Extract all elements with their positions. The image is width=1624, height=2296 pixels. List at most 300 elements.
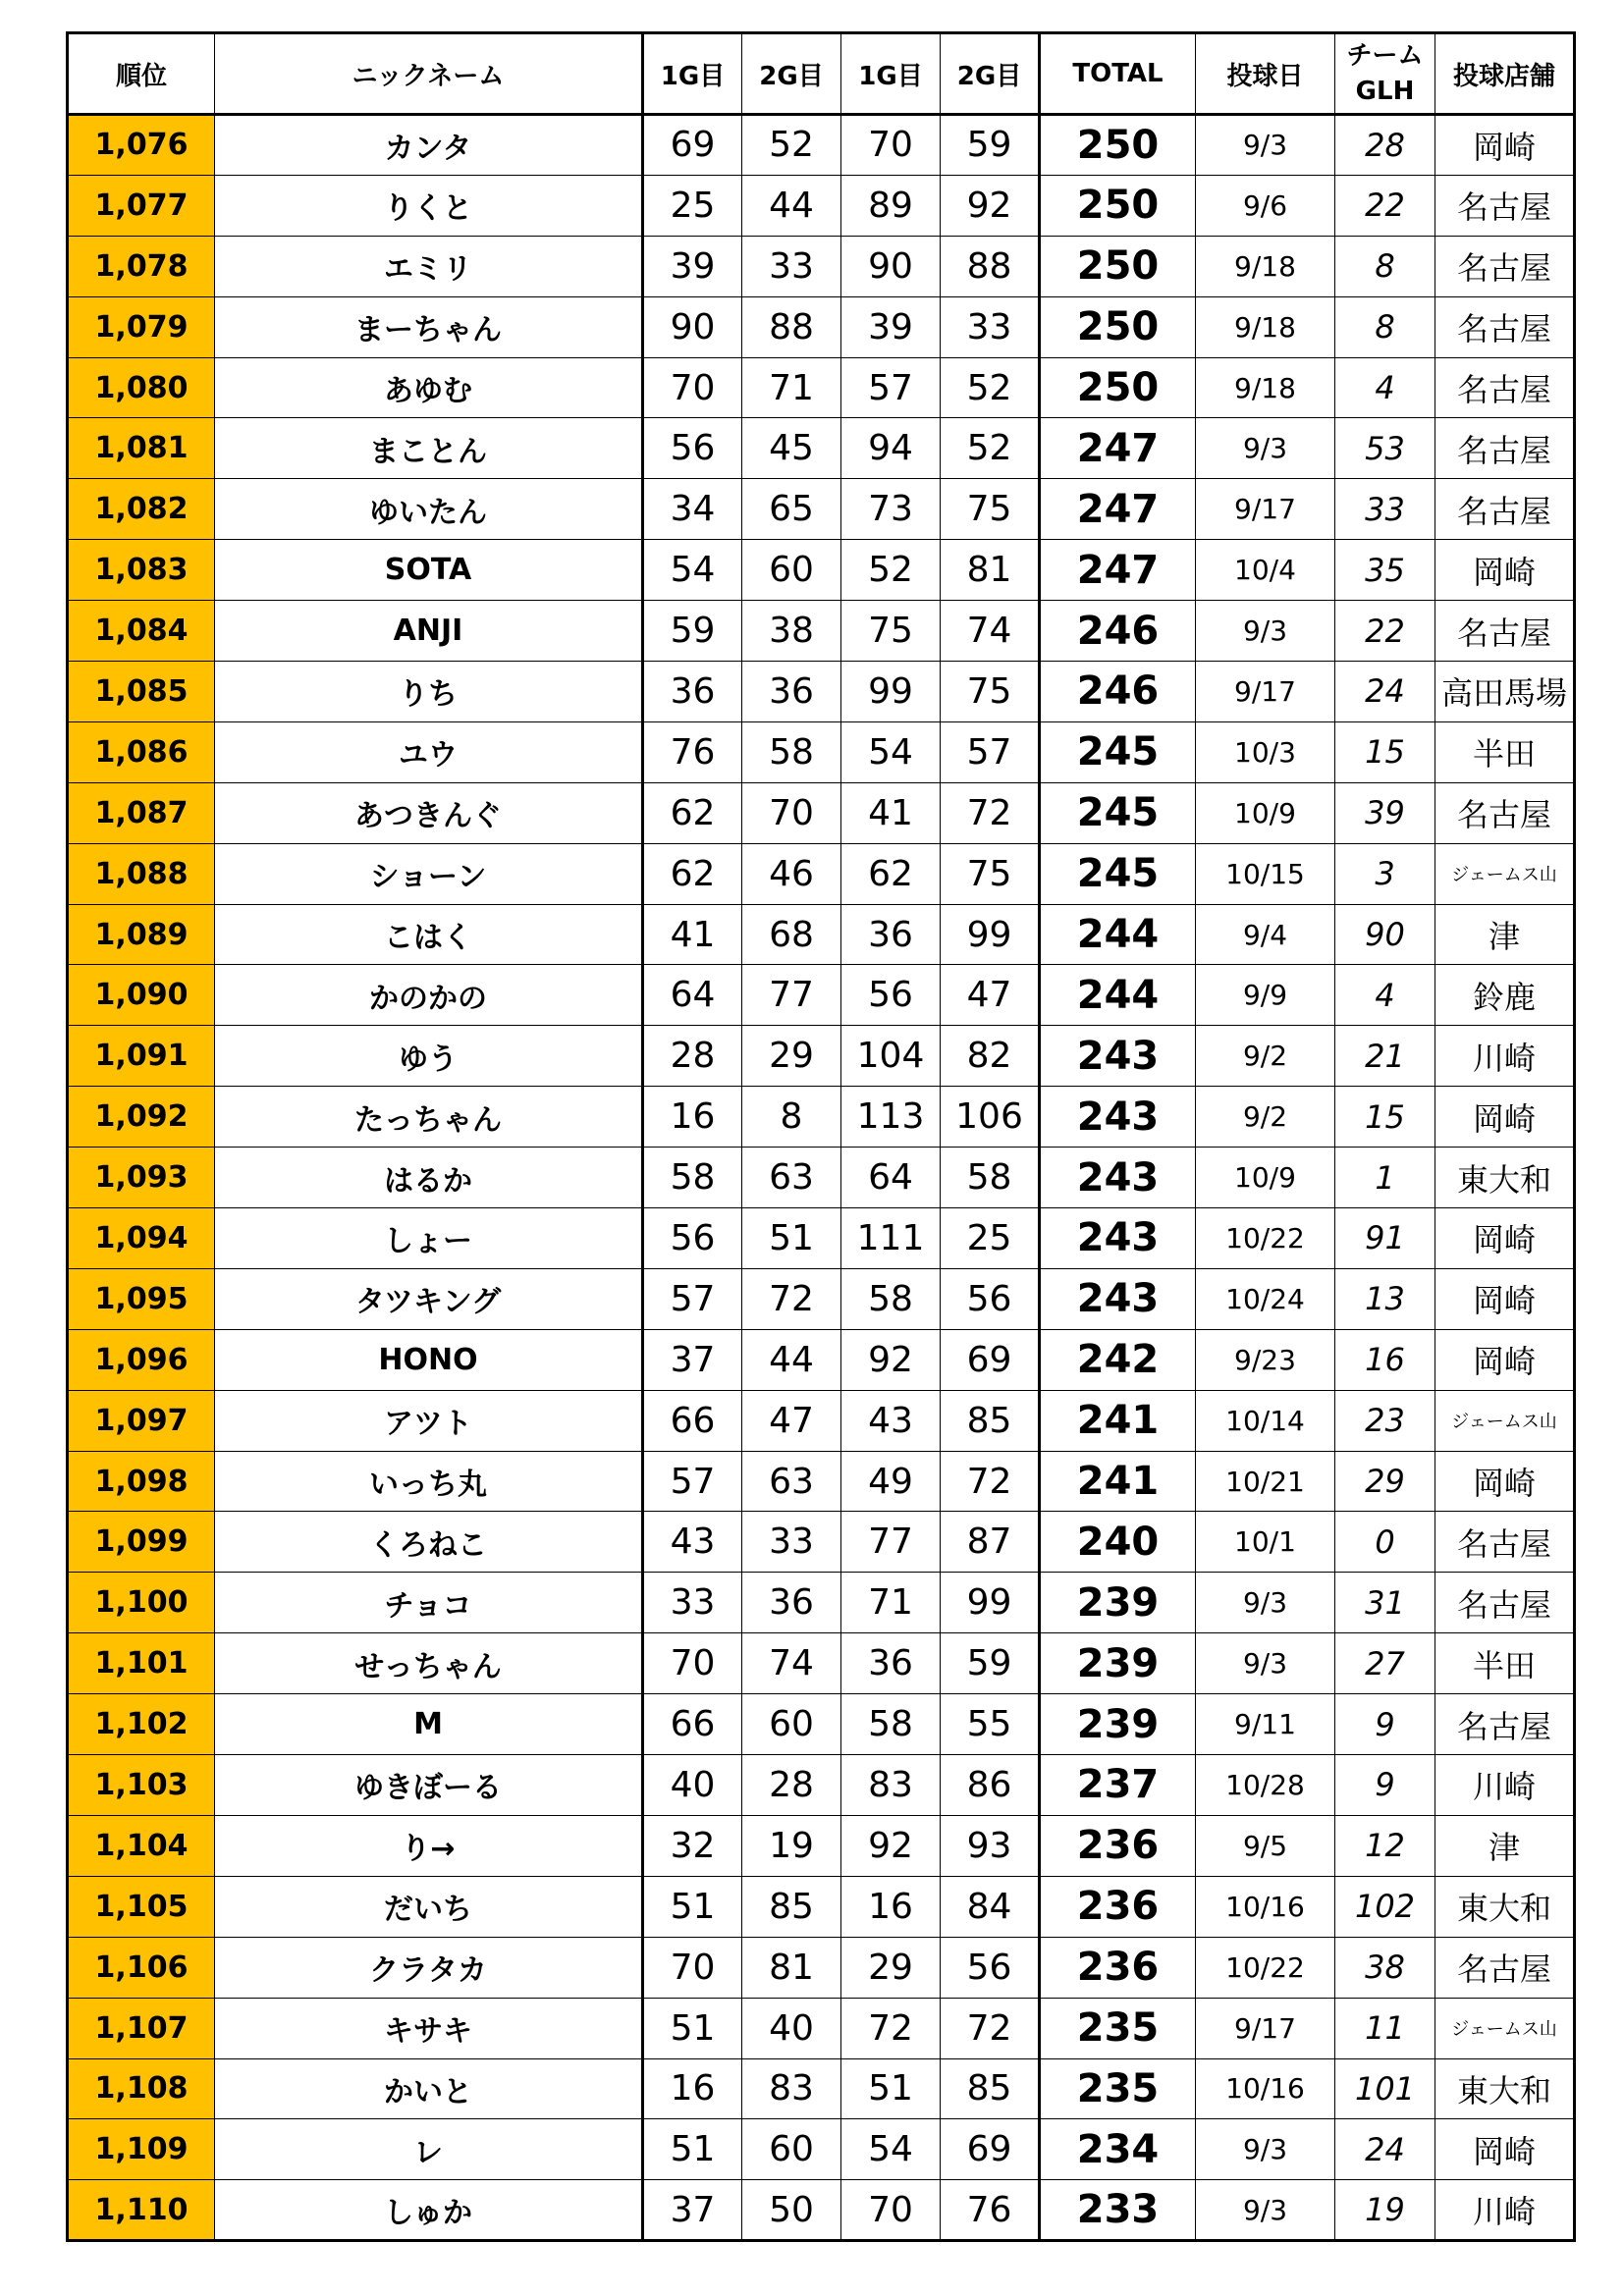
table-row [68, 904, 1575, 965]
game1-first-cell: 32 [643, 1815, 742, 1876]
game1-second-cell: 29 [841, 1937, 941, 1998]
store-cell: 東大和 [1435, 2058, 1575, 2119]
store-cell: 津 [1435, 1815, 1575, 1876]
game2-second-cell: 69 [941, 1329, 1040, 1390]
game2-first-cell: 70 [742, 782, 841, 843]
game1-second-cell: 70 [841, 115, 941, 176]
game2-first-cell: 28 [742, 1755, 841, 1816]
store-cell: 名古屋 [1435, 1573, 1575, 1633]
game1-first-cell: 70 [643, 1633, 742, 1694]
game1-second-cell: 113 [841, 1087, 941, 1148]
total-cell: 239 [1040, 1573, 1196, 1633]
nickname-cell: りくと [215, 175, 643, 236]
team-glh-cell: 27 [1335, 1633, 1435, 1694]
table-body [68, 115, 1575, 2241]
nickname-cell: まことん [215, 418, 643, 479]
store-cell: 名古屋 [1435, 1694, 1575, 1755]
store-cell: 岡崎 [1435, 1451, 1575, 1512]
game2-first-cell: 88 [742, 296, 841, 357]
team-glh-cell: 11 [1335, 1998, 1435, 2058]
date-cell: 9/3 [1196, 115, 1335, 176]
nickname-cell: くろねこ [215, 1512, 643, 1573]
rank-cell: 1,093 [68, 1148, 215, 1208]
game2-second-cell: 99 [941, 904, 1040, 965]
table-row [68, 175, 1575, 236]
header-team-glh-line1: チーム [1346, 41, 1424, 71]
team-glh-cell: 39 [1335, 782, 1435, 843]
game2-second-cell: 106 [941, 1087, 1040, 1148]
team-glh-cell: 28 [1335, 115, 1435, 176]
game1-first-cell: 37 [643, 1329, 742, 1390]
game2-second-cell: 72 [941, 1451, 1040, 1512]
total-cell: 239 [1040, 1633, 1196, 1694]
game1-second-cell: 36 [841, 904, 941, 965]
date-cell: 9/17 [1196, 1998, 1335, 2058]
game2-second-cell: 92 [941, 175, 1040, 236]
game1-first-cell: 66 [643, 1694, 742, 1755]
rank-cell: 1,110 [68, 2180, 215, 2241]
total-cell: 243 [1040, 1268, 1196, 1329]
game1-first-cell: 62 [643, 782, 742, 843]
total-cell: 236 [1040, 1937, 1196, 1998]
nickname-cell: HONO [215, 1329, 643, 1390]
rank-cell: 1,097 [68, 1390, 215, 1451]
store-cell: 名古屋 [1435, 357, 1575, 418]
date-cell: 10/22 [1196, 1937, 1335, 1998]
rank-cell: 1,094 [68, 1208, 215, 1269]
game2-first-cell: 45 [742, 418, 841, 479]
team-glh-cell: 19 [1335, 2180, 1435, 2241]
rank-cell: 1,082 [68, 479, 215, 540]
game1-second-cell: 75 [841, 601, 941, 662]
game2-first-cell: 46 [742, 843, 841, 904]
table-row [68, 1755, 1575, 1816]
game1-second-cell: 54 [841, 721, 941, 782]
team-glh-cell: 9 [1335, 1694, 1435, 1755]
game2-first-cell: 36 [742, 662, 841, 722]
game1-second-cell: 57 [841, 357, 941, 418]
date-cell: 9/18 [1196, 296, 1335, 357]
table-row [68, 2119, 1575, 2180]
total-cell: 250 [1040, 115, 1196, 176]
nickname-cell: あゆむ [215, 357, 643, 418]
game1-first-cell: 70 [643, 357, 742, 418]
nickname-cell: エミリ [215, 236, 643, 296]
rank-cell: 1,102 [68, 1694, 215, 1755]
game2-first-cell: 47 [742, 1390, 841, 1451]
table-row [68, 1512, 1575, 1573]
game1-second-cell: 89 [841, 175, 941, 236]
game1-second-cell: 92 [841, 1815, 941, 1876]
rank-cell: 1,108 [68, 2058, 215, 2119]
team-glh-cell: 33 [1335, 479, 1435, 540]
game1-first-cell: 70 [643, 1937, 742, 1998]
store-cell: 岡崎 [1435, 1268, 1575, 1329]
game2-second-cell: 76 [941, 2180, 1040, 2241]
store-cell: 半田 [1435, 1633, 1575, 1694]
table-row [68, 2058, 1575, 2119]
rank-cell: 1,089 [68, 904, 215, 965]
game2-first-cell: 58 [742, 721, 841, 782]
table-row [68, 115, 1575, 176]
game1-first-cell: 41 [643, 904, 742, 965]
rank-cell: 1,079 [68, 296, 215, 357]
total-cell: 250 [1040, 175, 1196, 236]
game2-second-cell: 75 [941, 479, 1040, 540]
nickname-cell: かいと [215, 2058, 643, 2119]
header-game2-second: 2G目 [941, 33, 1040, 115]
rank-cell: 1,083 [68, 540, 215, 601]
game2-second-cell: 74 [941, 601, 1040, 662]
rank-cell: 1,076 [68, 115, 215, 176]
table-row [68, 540, 1575, 601]
header-game1-second: 1G目 [841, 33, 941, 115]
game1-second-cell: 51 [841, 2058, 941, 2119]
game2-second-cell: 72 [941, 782, 1040, 843]
total-cell: 244 [1040, 904, 1196, 965]
table-row [68, 843, 1575, 904]
game2-first-cell: 33 [742, 236, 841, 296]
table-row [68, 236, 1575, 296]
total-cell: 250 [1040, 236, 1196, 296]
game2-second-cell: 59 [941, 115, 1040, 176]
game1-second-cell: 99 [841, 662, 941, 722]
total-cell: 246 [1040, 601, 1196, 662]
game1-second-cell: 62 [841, 843, 941, 904]
total-cell: 237 [1040, 1755, 1196, 1816]
game1-first-cell: 51 [643, 2119, 742, 2180]
rank-cell: 1,100 [68, 1573, 215, 1633]
game1-first-cell: 90 [643, 296, 742, 357]
store-cell: 岡崎 [1435, 115, 1575, 176]
nickname-cell: りち [215, 662, 643, 722]
rank-cell: 1,105 [68, 1876, 215, 1937]
table-row [68, 2180, 1575, 2241]
game2-first-cell: 72 [742, 1268, 841, 1329]
table-row [68, 1026, 1575, 1087]
game1-second-cell: 36 [841, 1633, 941, 1694]
total-cell: 235 [1040, 2058, 1196, 2119]
store-cell: 鈴鹿 [1435, 965, 1575, 1026]
store-cell: 川崎 [1435, 2180, 1575, 2241]
game2-second-cell: 93 [941, 1815, 1040, 1876]
date-cell: 9/3 [1196, 1573, 1335, 1633]
game1-first-cell: 33 [643, 1573, 742, 1633]
nickname-cell: こはく [215, 904, 643, 965]
game1-first-cell: 54 [643, 540, 742, 601]
store-cell: 高田馬場 [1435, 662, 1575, 722]
game1-second-cell: 58 [841, 1268, 941, 1329]
nickname-cell: SOTA [215, 540, 643, 601]
nickname-cell: たっちゃん [215, 1087, 643, 1148]
nickname-cell: ゆいたん [215, 479, 643, 540]
game1-first-cell: 56 [643, 1208, 742, 1269]
table-row [68, 357, 1575, 418]
date-cell: 9/18 [1196, 357, 1335, 418]
team-glh-cell: 1 [1335, 1148, 1435, 1208]
game1-first-cell: 64 [643, 965, 742, 1026]
team-glh-cell: 53 [1335, 418, 1435, 479]
date-cell: 9/3 [1196, 2119, 1335, 2180]
game2-first-cell: 60 [742, 2119, 841, 2180]
store-cell: 東大和 [1435, 1876, 1575, 1937]
team-glh-cell: 22 [1335, 175, 1435, 236]
ranking-table [66, 31, 1576, 2242]
store-cell: 名古屋 [1435, 418, 1575, 479]
store-cell: 名古屋 [1435, 1937, 1575, 1998]
header-game1-first: 1G目 [643, 33, 742, 115]
header-rank: 順位 [68, 33, 215, 115]
game2-first-cell: 51 [742, 1208, 841, 1269]
rank-cell: 1,095 [68, 1268, 215, 1329]
table-row [68, 721, 1575, 782]
table-row [68, 1268, 1575, 1329]
game2-second-cell: 58 [941, 1148, 1040, 1208]
nickname-cell: あつきんぐ [215, 782, 643, 843]
rank-cell: 1,081 [68, 418, 215, 479]
header-team-glh-line2: GLH [1355, 77, 1415, 106]
game2-first-cell: 44 [742, 175, 841, 236]
game1-second-cell: 94 [841, 418, 941, 479]
game1-first-cell: 16 [643, 2058, 742, 2119]
team-glh-cell: 4 [1335, 357, 1435, 418]
nickname-cell: タツキング [215, 1268, 643, 1329]
game2-first-cell: 33 [742, 1512, 841, 1573]
store-cell: 名古屋 [1435, 296, 1575, 357]
nickname-cell: だいち [215, 1876, 643, 1937]
game2-second-cell: 84 [941, 1876, 1040, 1937]
nickname-cell: ショーン [215, 843, 643, 904]
nickname-cell: レ [215, 2119, 643, 2180]
store-cell: ジェームス山 [1435, 1998, 1575, 2058]
date-cell: 10/15 [1196, 843, 1335, 904]
rank-cell: 1,103 [68, 1755, 215, 1816]
game1-second-cell: 73 [841, 479, 941, 540]
total-cell: 235 [1040, 1998, 1196, 2058]
game1-second-cell: 92 [841, 1329, 941, 1390]
total-cell: 245 [1040, 782, 1196, 843]
game2-second-cell: 88 [941, 236, 1040, 296]
game2-second-cell: 52 [941, 357, 1040, 418]
store-cell: 名古屋 [1435, 782, 1575, 843]
team-glh-cell: 0 [1335, 1512, 1435, 1573]
nickname-cell: かのかの [215, 965, 643, 1026]
game1-second-cell: 49 [841, 1451, 941, 1512]
total-cell: 247 [1040, 418, 1196, 479]
total-cell: 241 [1040, 1451, 1196, 1512]
date-cell: 10/16 [1196, 1876, 1335, 1937]
table-row [68, 1876, 1575, 1937]
game2-first-cell: 44 [742, 1329, 841, 1390]
game2-second-cell: 85 [941, 1390, 1040, 1451]
game1-second-cell: 71 [841, 1573, 941, 1633]
game2-first-cell: 77 [742, 965, 841, 1026]
game2-second-cell: 25 [941, 1208, 1040, 1269]
table-row [68, 418, 1575, 479]
game1-first-cell: 36 [643, 662, 742, 722]
header-team-glh [1335, 33, 1435, 115]
game1-first-cell: 51 [643, 1876, 742, 1937]
store-cell: 津 [1435, 904, 1575, 965]
table-row [68, 1573, 1575, 1633]
game2-first-cell: 19 [742, 1815, 841, 1876]
table-row [68, 965, 1575, 1026]
game2-second-cell: 55 [941, 1694, 1040, 1755]
game1-second-cell: 104 [841, 1026, 941, 1087]
nickname-cell: ANJI [215, 601, 643, 662]
game2-second-cell: 99 [941, 1573, 1040, 1633]
total-cell: 233 [1040, 2180, 1196, 2241]
date-cell: 10/28 [1196, 1755, 1335, 1816]
game2-second-cell: 57 [941, 721, 1040, 782]
nickname-cell: カンタ [215, 115, 643, 176]
total-cell: 240 [1040, 1512, 1196, 1573]
date-cell: 9/9 [1196, 965, 1335, 1026]
game2-second-cell: 69 [941, 2119, 1040, 2180]
team-glh-cell: 23 [1335, 1390, 1435, 1451]
game2-first-cell: 63 [742, 1451, 841, 1512]
team-glh-cell: 102 [1335, 1876, 1435, 1937]
game2-first-cell: 83 [742, 2058, 841, 2119]
date-cell: 9/3 [1196, 2180, 1335, 2241]
date-cell: 9/6 [1196, 175, 1335, 236]
total-cell: 243 [1040, 1026, 1196, 1087]
total-cell: 247 [1040, 540, 1196, 601]
game1-first-cell: 57 [643, 1268, 742, 1329]
game1-first-cell: 25 [643, 175, 742, 236]
team-glh-cell: 12 [1335, 1815, 1435, 1876]
total-cell: 246 [1040, 662, 1196, 722]
team-glh-cell: 4 [1335, 965, 1435, 1026]
game2-first-cell: 36 [742, 1573, 841, 1633]
store-cell: 岡崎 [1435, 1329, 1575, 1390]
store-cell: 名古屋 [1435, 236, 1575, 296]
nickname-cell: チョコ [215, 1573, 643, 1633]
team-glh-cell: 38 [1335, 1937, 1435, 1998]
game2-first-cell: 52 [742, 115, 841, 176]
store-cell: ジェームス山 [1435, 1390, 1575, 1451]
team-glh-cell: 22 [1335, 601, 1435, 662]
nickname-cell: り→ [215, 1815, 643, 1876]
rank-cell: 1,091 [68, 1026, 215, 1087]
game1-first-cell: 62 [643, 843, 742, 904]
rank-cell: 1,098 [68, 1451, 215, 1512]
nickname-cell: はるか [215, 1148, 643, 1208]
game1-first-cell: 39 [643, 236, 742, 296]
game2-second-cell: 81 [941, 540, 1040, 601]
table-row [68, 1208, 1575, 1269]
store-cell: 岡崎 [1435, 2119, 1575, 2180]
team-glh-cell: 15 [1335, 721, 1435, 782]
nickname-cell: キサキ [215, 1998, 643, 2058]
game1-second-cell: 70 [841, 2180, 941, 2241]
date-cell: 10/4 [1196, 540, 1335, 601]
game1-second-cell: 54 [841, 2119, 941, 2180]
game2-first-cell: 60 [742, 540, 841, 601]
store-cell: 川崎 [1435, 1755, 1575, 1816]
game1-second-cell: 56 [841, 965, 941, 1026]
game2-second-cell: 82 [941, 1026, 1040, 1087]
store-cell: 半田 [1435, 721, 1575, 782]
team-glh-cell: 90 [1335, 904, 1435, 965]
rank-cell: 1,087 [68, 782, 215, 843]
game1-second-cell: 43 [841, 1390, 941, 1451]
team-glh-cell: 21 [1335, 1026, 1435, 1087]
total-cell: 250 [1040, 296, 1196, 357]
game1-second-cell: 52 [841, 540, 941, 601]
game2-second-cell: 33 [941, 296, 1040, 357]
store-cell: 名古屋 [1435, 601, 1575, 662]
date-cell: 9/11 [1196, 1694, 1335, 1755]
game1-first-cell: 76 [643, 721, 742, 782]
game1-first-cell: 58 [643, 1148, 742, 1208]
header-nickname: ニックネーム [215, 33, 643, 115]
date-cell: 10/3 [1196, 721, 1335, 782]
total-cell: 236 [1040, 1815, 1196, 1876]
game1-first-cell: 66 [643, 1390, 742, 1451]
header-store: 投球店舗 [1435, 33, 1575, 115]
header-date: 投球日 [1196, 33, 1335, 115]
team-glh-cell: 24 [1335, 662, 1435, 722]
table-row [68, 782, 1575, 843]
game2-first-cell: 81 [742, 1937, 841, 1998]
team-glh-cell: 8 [1335, 296, 1435, 357]
date-cell: 9/18 [1196, 236, 1335, 296]
game2-first-cell: 74 [742, 1633, 841, 1694]
team-glh-cell: 35 [1335, 540, 1435, 601]
table-row [68, 1815, 1575, 1876]
date-cell: 9/17 [1196, 479, 1335, 540]
rank-cell: 1,085 [68, 662, 215, 722]
store-cell: 名古屋 [1435, 175, 1575, 236]
team-glh-cell: 101 [1335, 2058, 1435, 2119]
nickname-cell: しゅか [215, 2180, 643, 2241]
nickname-cell: まーちゃん [215, 296, 643, 357]
team-glh-cell: 29 [1335, 1451, 1435, 1512]
table-row [68, 601, 1575, 662]
team-glh-cell: 91 [1335, 1208, 1435, 1269]
total-cell: 242 [1040, 1329, 1196, 1390]
store-cell: 名古屋 [1435, 479, 1575, 540]
header-total: TOTAL [1040, 33, 1196, 115]
rank-cell: 1,109 [68, 2119, 215, 2180]
game2-second-cell: 75 [941, 843, 1040, 904]
team-glh-cell: 3 [1335, 843, 1435, 904]
team-glh-cell: 31 [1335, 1573, 1435, 1633]
game1-second-cell: 90 [841, 236, 941, 296]
game2-second-cell: 56 [941, 1268, 1040, 1329]
total-cell: 241 [1040, 1390, 1196, 1451]
total-cell: 243 [1040, 1087, 1196, 1148]
game1-first-cell: 69 [643, 115, 742, 176]
date-cell: 9/2 [1196, 1087, 1335, 1148]
rank-cell: 1,090 [68, 965, 215, 1026]
game1-second-cell: 64 [841, 1148, 941, 1208]
date-cell: 10/1 [1196, 1512, 1335, 1573]
game2-first-cell: 38 [742, 601, 841, 662]
team-glh-cell: 13 [1335, 1268, 1435, 1329]
store-cell: ジェームス山 [1435, 843, 1575, 904]
date-cell: 9/3 [1196, 1633, 1335, 1694]
total-cell: 245 [1040, 721, 1196, 782]
total-cell: 236 [1040, 1876, 1196, 1937]
game1-first-cell: 34 [643, 479, 742, 540]
date-cell: 9/17 [1196, 662, 1335, 722]
game1-first-cell: 57 [643, 1451, 742, 1512]
game2-first-cell: 63 [742, 1148, 841, 1208]
game1-second-cell: 16 [841, 1876, 941, 1937]
team-glh-cell: 9 [1335, 1755, 1435, 1816]
